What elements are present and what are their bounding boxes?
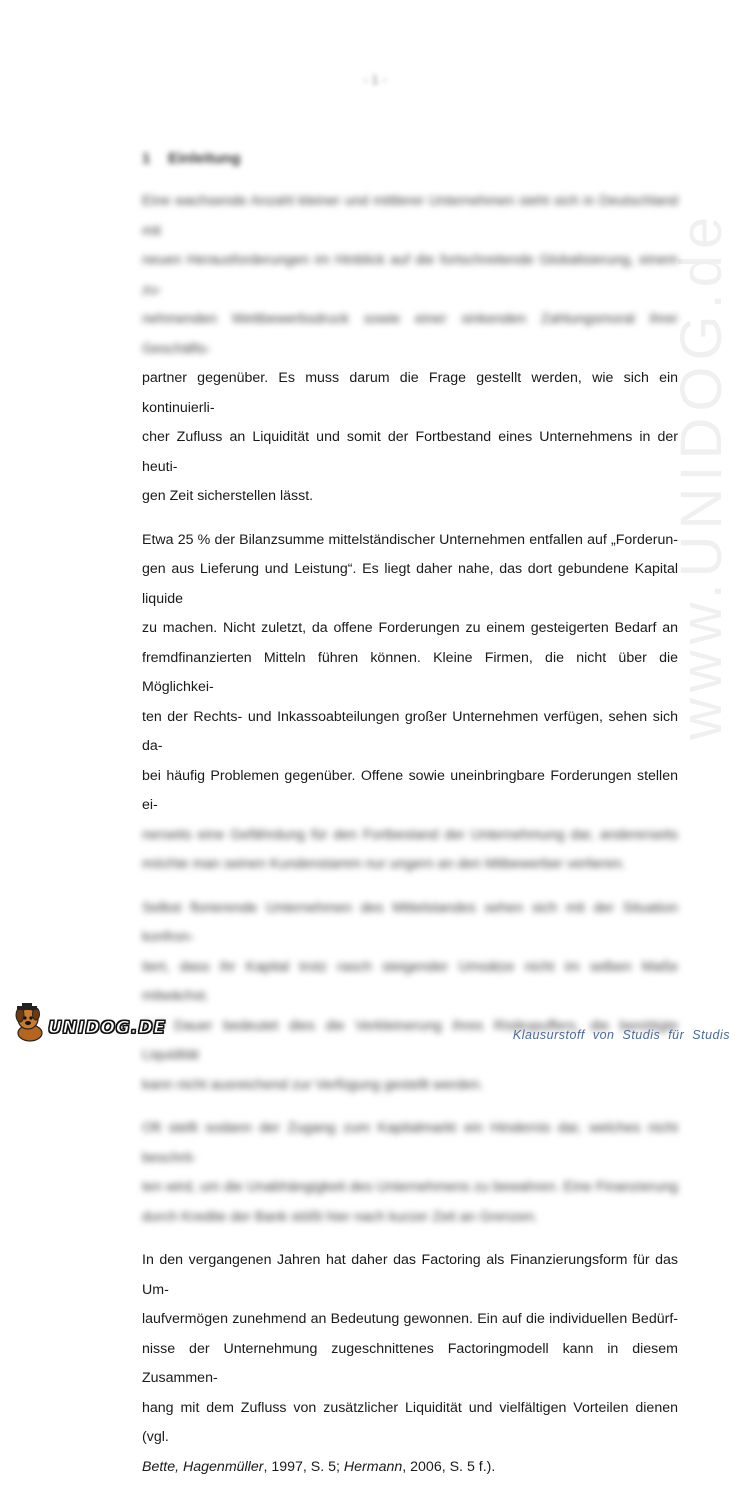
section-title: Einleitung <box>168 150 241 167</box>
text-line: zu machen. Nicht zuletzt, da offene Forderungen zu einem gesteigerten Bedarf an <box>142 620 678 636</box>
text-line: ten der Rechts- und Inkassoabteilungen großer Unternehmen verfügen, sehen sich da- <box>142 708 678 754</box>
blurred-text-line: durch Kredite der Bank stößt hier nach kurzer Zeit an Grenzen. <box>142 1208 538 1225</box>
text-line: gen aus Lieferung und Leistung“. Es liegt daher nahe, das dort gebundene Kapital liquide <box>142 561 678 607</box>
blurred-text-line: tiert, dass ihr Kapital trotz rasch steigender Umsätze nicht im selben Maße mitwächst. <box>142 958 678 1004</box>
paragraph <box>142 1246 678 1482</box>
paragraph <box>142 526 678 880</box>
document-body <box>142 187 678 1496</box>
blurred-text-line: ten wird, um die Unabhängigkeit des Unternehmens zu bewahren. Eine Finanzierung <box>142 1179 678 1195</box>
text-line: gen Zeit sicherstellen lässt. <box>142 488 314 504</box>
paragraph <box>142 187 678 512</box>
blurred-text-line: möchte man seinen Kundenstamm nur ungern an den Mitbewerber verlieren. <box>142 856 626 872</box>
paragraph <box>142 1114 678 1232</box>
text-line: laufvermögen zunehmend an Bedeutung gewonnen. Ein auf die individuellen Bedürf- <box>142 1311 678 1327</box>
text-line: cher Zufluss an Liquidität und somit der Fortbestand eines Unternehmens in der heuti- <box>142 429 678 475</box>
citation-line <box>142 1453 678 1483</box>
dog-mascot-icon <box>14 1003 50 1043</box>
citation-author: Hermann <box>343 1458 403 1475</box>
blurred-text-line: kann nicht ausreichend zur Verfügung gestellt werden. <box>142 1076 484 1093</box>
citation-author: Bette, Hagenmüller <box>142 1458 264 1475</box>
text-line: In den vergangenen Jahren hat daher das Factoring als Finanzierungsform für das Um- <box>142 1252 678 1298</box>
blurred-text-line: nerseits eine Gefährdung für den Fortbestand der Unternehmung dar, andererseits <box>142 826 678 843</box>
text-line: Etwa 25 % der Bilanzsumme mittelständischer Unternehmen entfallen auf „Forderun- <box>142 531 678 548</box>
page-number: - 1 - <box>363 72 387 87</box>
text-line: bei häufig Problemen gegenüber. Offene sowie uneinbringbare Forderungen stellen ei- <box>142 767 678 813</box>
watermark-text: www.UNIDOG.de <box>669 210 734 740</box>
text-line: partner gegenüber. Es muss darum die Frage gestellt werden, wie sich ein kontinuierli- <box>142 370 678 416</box>
section-number: 1 <box>142 150 151 167</box>
blurred-text-line: Selbst florierende Unternehmen des Mittelstandes sehen sich mit der Situation konfron- <box>142 899 678 945</box>
blurred-text-line: Oft stellt sodann der Zugang zum Kapitalmarkt ein Hindernis dar, welches nicht beschrit- <box>142 1120 678 1166</box>
text-line: nisse der Unternehmung zugeschnittenes Factoringmodell kann in diesem Zusammen- <box>142 1340 678 1386</box>
citation-text: , 2006, S. 5 f.). <box>402 1458 496 1475</box>
footer-logo-text: UNIDOG.DE <box>48 1018 167 1038</box>
text-line: fremdfinanzierten Mitteln führen können. Kleine Firmen, die nicht über die Möglichkei- <box>142 649 678 695</box>
blurred-text-line: Eine wachsende Anzahl kleiner und mittlerer Unternehmen sieht sich in Deutschland mit <box>142 193 678 239</box>
blurred-text-line: nehmenden Wettbewerbsdruck sowie einer sinkenden Zahlungsmoral ihrer Geschäfts- <box>142 311 678 357</box>
footer-logo[interactable] <box>14 1003 166 1043</box>
blurred-text-line: Auf Dauer bedeutet dies die Verkleinerung ihres Risikopuffers, die benötigte Liquidität <box>142 1017 678 1063</box>
text-line: hang mit dem Zufluss von zusätzlicher Liquidität und vielfältigen Vorteilen dienen (vgl. <box>142 1399 678 1445</box>
paragraph <box>142 894 678 1101</box>
footer-slogan: Klausurstoff von Studis für Studis <box>512 1028 730 1042</box>
citation-text: , 1997, S. 5; <box>263 1458 344 1475</box>
section-heading <box>142 150 241 167</box>
blurred-text-line: neuen Herausforderungen im Hinblick auf die fortschreitende Globalisierung, einem zu- <box>142 252 678 298</box>
